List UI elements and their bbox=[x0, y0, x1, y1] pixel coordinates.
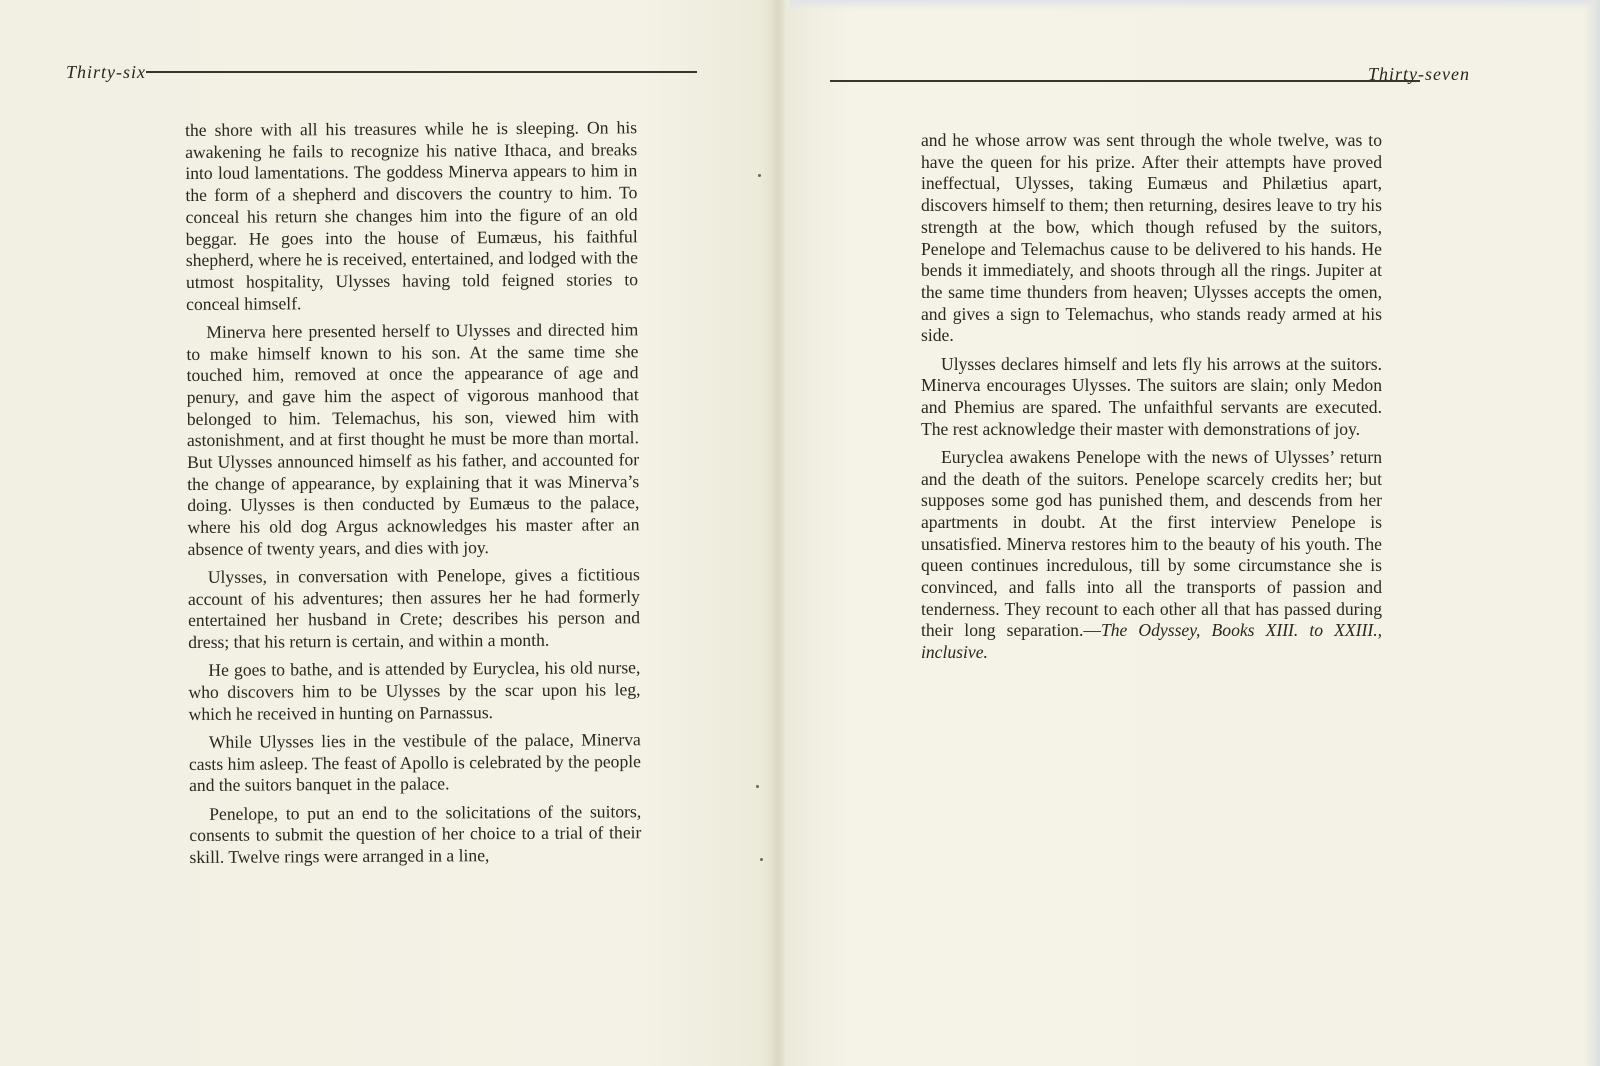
right-page-folio: Thirty-seven bbox=[1368, 64, 1470, 84]
page-speck bbox=[756, 785, 759, 788]
page-speck bbox=[760, 858, 763, 861]
right-paragraph-1: and he whose arrow was sent through the whole twelve, was to have the queen for his prize. After their attempts have proved ineffectual, Ulysses, taking Eumæus and Philætius apart, discovers himself to them; then returning, desires leave to try his strength at the bow, which though refused by the suitors, Penelope and Telemachus cause to be delivered to his hands. He bends it immediately, and shoots through all the rings. Jupiter at the same time thunders from heaven; Ulysses accepts the omen, and gives a sign to Telemachus, who stands ready armed at his side. bbox=[921, 130, 1382, 346]
right-paragraph-3-text: Euryclea awakens Penelope with the news of Ulysses’ return and the death of the suitors. Penelope scarcely credits her; but supposes some god has punished them, and descends from her apartments in doubt. At the first interview Penelope is unsatisfied. Minerva restores him to the beauty of his youth. The queen continues incredulous, till by some circumstance she is convinced, and falls into all the transports of passion and tenderness. They recount to each other all that has passed during their long separation.— bbox=[921, 446, 1382, 641]
left-paragraph-4: He goes to bathe, and is attended by Euryclea, his old nurse, who discovers him to be Ulysses by the scar upon his leg, which he received in hunting on Parnassus. bbox=[188, 657, 641, 724]
left-page bbox=[0, 0, 780, 1066]
left-page-text bbox=[185, 117, 642, 875]
odyssey-citation: The Odyssey, Books XIII. to XXIII., inclusive. bbox=[921, 620, 1382, 663]
left-paragraph-6: Penelope, to put an end to the solicitations of the suitors, consents to submit the question of her choice to a trial of their skill. Twelve rings were arranged in a line, bbox=[189, 800, 642, 867]
page-right-edge bbox=[1584, 0, 1600, 1066]
right-page bbox=[780, 0, 1600, 1066]
page-speck bbox=[758, 174, 761, 177]
left-page-folio: Thirty-six bbox=[66, 62, 146, 82]
right-page-text bbox=[921, 130, 1382, 670]
right-paragraph-3 bbox=[921, 447, 1382, 664]
left-header-rule bbox=[146, 71, 697, 73]
left-paragraph-1: the shore with all his treasures while he is sleeping. On his awakening he fails to recognize his native Ithaca, and breaks into loud lamentations. The goddess Minerva appears to him in the form of a shepherd and discovers the country to him. To conceal his return she changes him into the figure of an old beggar. He goes into the house of Eumæus, his faithful shepherd, where he is received, entertained, and lodged with the utmost hospitality, Ulysses having told feigned stories to conceal himself. bbox=[185, 117, 639, 314]
left-paragraph-5: While Ulysses lies in the vestibule of the palace, Minerva casts him asleep. The feast of Apollo is celebrated by the people and the suitors banquet in the palace. bbox=[188, 729, 641, 796]
left-paragraph-3: Ulysses, in conversation with Penelope, gives a fictitious account of his adventures; then assures her he had formerly entertained her husband in Crete; describes his person and dress; that his return is certain, and within a month. bbox=[187, 564, 641, 653]
left-paragraph-2: Minerva here presented herself to Ulysses and directed him to make himself known to his son. At the same time she touched him, removed at once the appearance of age and penury, and gave him the aspect of vigorous manhood that belonged to him. Telemachus, his son, viewed him with astonishment, and at first thought he must be more than mortal. But Ulysses announced himself as his father, and accounted for the change of appearance, by explaining that it was Minerva’s doing. Ulysses is then conducted by Eumæus to the palace, where his old dog Argus acknowledges his master after an absence of twenty years, and dies with joy. bbox=[186, 319, 640, 559]
right-header-rule bbox=[830, 80, 1420, 82]
right-paragraph-2: Ulysses declares himself and lets fly his arrows at the suitors. Minerva encourages Ulysses. The suitors are slain; only Medon and Phemius are spared. The unfaithful servants are executed. The rest acknowledge their master with demonstrations of joy. bbox=[921, 353, 1382, 439]
